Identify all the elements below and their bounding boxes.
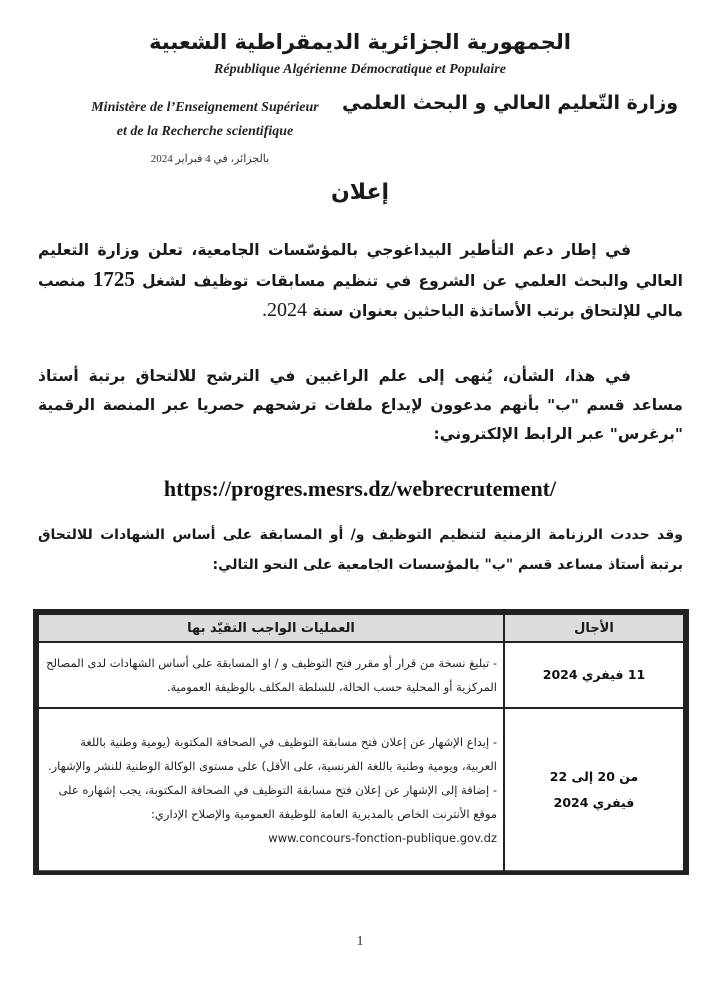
header-deadline: الأجال <box>504 614 684 642</box>
paragraph2-text: في هذا، الشأن، يُنهى إلى علم الراغبين في الترشح للالتحاق برتبة أستاذ مساعد قسم "ب" بأنهم مدعوون لإيداع ملفات ترشحهم حصريا عبر المنصة الرقمية "برغرس" عبر الرابط الإلكتروني: <box>38 367 683 443</box>
deadline-cell <box>504 642 684 708</box>
paragraph-schedule-intro: وقد حددت الرزنامة الزمنية لتنظيم التوظيف و/ أو المسابقة على أساس الشهادات للالتحاق برتبة أستاذ مساعد قسم "ب" بالمؤسسات الجامعية على النحو التالي: <box>38 527 683 573</box>
ministry-french-line1: Ministère de l’Enseignement Supérieur <box>91 100 319 115</box>
operations-cell <box>38 708 504 872</box>
paragraph-announcement <box>38 236 683 326</box>
deadline-line1: 11 فيفري 2024 <box>542 667 646 682</box>
paragraph-instructions <box>38 362 683 449</box>
announcement-year: 2024. <box>262 299 307 321</box>
deadline-line1: من 20 إلى 22 <box>549 769 639 784</box>
recruitment-platform-link[interactable]: https://progres.mesrs.dz/webrecrutement/ <box>163 476 557 501</box>
schedule-table <box>33 609 689 875</box>
deadline-line2: فيفري 2024 <box>553 795 635 810</box>
public-service-website-link[interactable]: www.concours-fonction-publique.gov.dz <box>268 831 497 845</box>
operations-cell <box>38 642 504 708</box>
paragraph1-text-before: في إطار دعم التأطير البيداغوجي بالمؤسّسات الجامعية، تعلن وزارة التعليم العالي والبحث العلمي عن الشروع في تنظيم مسابقات توظيف لشغل <box>38 241 683 290</box>
paragraph1-text-after: منصب مالي للإلتحاق برتب الأساتذة الباحثين بعنوان سنة <box>38 272 683 320</box>
ministry-name-french <box>70 96 340 144</box>
ministry-french-line2: et de la Recherche scientifique <box>116 124 294 139</box>
ministry-name-arabic: وزارة التّعليم العالي و البحث العلمي <box>342 92 678 114</box>
table-row <box>38 642 684 708</box>
operation-item: - تبليغ نسخة من قرار أو مقرر فتح التوظيف و / او المسابقة على أساس الشهادات لدى المصالح المركزية أو المحلية حسب الحالة، للسلطة المكلف بالوظيفة العمومية. <box>46 656 497 694</box>
table-row <box>38 708 684 872</box>
country-name-arabic: الجمهورية الجزائرية الديمقراطية الشعبية <box>149 30 571 54</box>
country-name-french: République Algérienne Démocratique et Populaire <box>214 62 506 77</box>
operation-item: - إضافة إلى الإشهار عن إعلان فتح مسابقة التوظيف في الصحافة المكتوبة، يجب إشهاره على موقع الأنترنت الخاص بالمديرية العامة للوظيفة العمومية والإصلاح الإداري: <box>58 783 497 821</box>
table-header-row <box>38 614 684 642</box>
positions-count: 1725 <box>92 267 135 291</box>
date-place-line: بالجزائر، في 4 فبراير 2024 <box>150 153 270 165</box>
page-number: 1 <box>356 934 364 949</box>
operation-item: - إيداع الإشهار عن إعلان فتح مسابقة التوظيف في الصحافة المكتوبة (يومية وطنية باللغة العربية، ويومية وطنية باللغة الفرنسية، على الأقل) على مستوى الوكالة الوطنية للنشر والإشهار. <box>47 735 497 773</box>
header-operations: العمليات الواجب التقيّد بها <box>38 614 504 642</box>
document-title: إعلان <box>330 180 390 205</box>
deadline-cell <box>504 708 684 872</box>
schedule-table-grid <box>37 613 685 873</box>
